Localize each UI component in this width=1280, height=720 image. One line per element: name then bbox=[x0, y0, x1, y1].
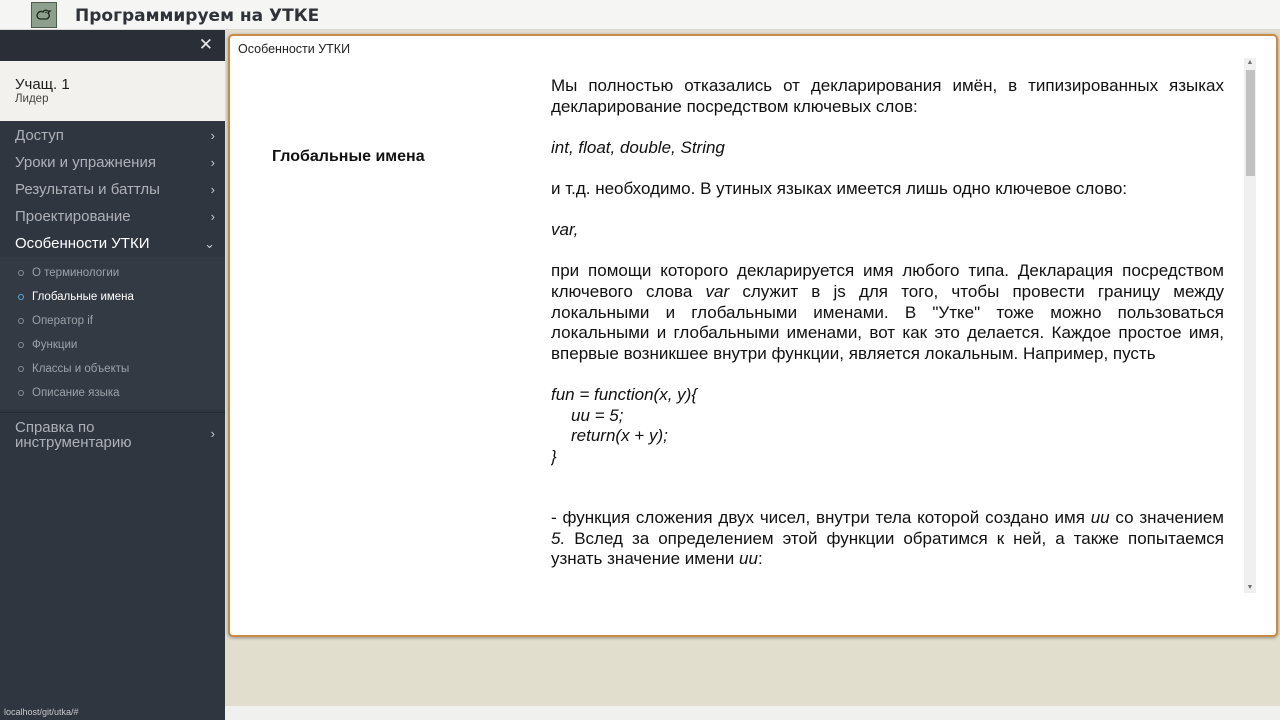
sidebar-subitem-label: О терминологии bbox=[32, 267, 120, 279]
sidebar-subitem-terminology[interactable] bbox=[0, 261, 225, 285]
sidebar-item-label: Результаты и баттлы bbox=[15, 181, 160, 198]
chevron-right-icon: › bbox=[210, 209, 215, 224]
circle-bullet-icon bbox=[18, 294, 24, 300]
sidebar-subitem-classes[interactable] bbox=[0, 357, 225, 381]
sidebar-subitem-functions[interactable] bbox=[0, 333, 225, 357]
circle-bullet-icon bbox=[18, 342, 24, 348]
code-inline: var bbox=[705, 281, 730, 301]
code-block bbox=[551, 385, 1224, 467]
sidebar-subitem-label: Оператор if bbox=[32, 315, 93, 327]
sidebar-item-design[interactable] bbox=[0, 203, 225, 230]
text: Вслед за определением этой функции обратимся к ней, а также попытаемся узнать значение имени bbox=[551, 528, 1224, 569]
circle-bullet-icon bbox=[18, 270, 24, 276]
sidebar-item-label: Особенности УТКИ bbox=[15, 235, 150, 252]
bottom-bar bbox=[225, 706, 1280, 720]
panel-title: Особенности УТКИ bbox=[238, 42, 351, 56]
text: : bbox=[757, 549, 763, 569]
circle-bullet-icon bbox=[18, 318, 24, 324]
chevron-right-icon: › bbox=[210, 155, 215, 170]
code-inline: 5. bbox=[551, 528, 566, 548]
sidebar-header bbox=[0, 30, 225, 61]
sidebar-item-results[interactable] bbox=[0, 176, 225, 203]
content-panel bbox=[228, 34, 1278, 637]
paragraph: и т.д. необходимо. В утиных языках имеется лишь одно ключевое слово: bbox=[551, 178, 1127, 198]
section-title: Глобальные имена bbox=[272, 148, 425, 165]
sidebar-subitem-if-operator[interactable] bbox=[0, 309, 225, 333]
user-info bbox=[0, 61, 225, 121]
text: - функция сложения двух чисел, внутри тела которой создано имя bbox=[551, 508, 1091, 528]
top-bar bbox=[0, 0, 1280, 30]
divider bbox=[0, 412, 225, 413]
code-line: fun = function(x, y){ bbox=[551, 384, 697, 404]
scroll-thumb[interactable] bbox=[1246, 70, 1255, 176]
paragraph: Мы полностью отказались от декларирования имён, в типизированных языках декларирование посредством ключевых слов: bbox=[551, 76, 1224, 116]
user-role: Лидер bbox=[15, 93, 49, 105]
text: при помощи которого декларируется имя любого типа. Декларация посредством ключевого слова bbox=[551, 261, 1224, 301]
duck-logo-icon[interactable] bbox=[31, 2, 57, 28]
sidebar-item-label: Уроки и упражнения bbox=[15, 154, 156, 171]
article-text bbox=[551, 76, 1224, 592]
code-inline: int, float, double, String bbox=[551, 137, 725, 157]
text: со значением bbox=[1109, 508, 1224, 528]
circle-bullet-icon bbox=[18, 390, 24, 396]
scroll-down-icon[interactable]: ▼ bbox=[1246, 584, 1254, 591]
sidebar-subitem-label: Описание языка bbox=[32, 387, 120, 399]
sidebar-item-label: Доступ bbox=[15, 127, 64, 144]
app-title: Программируем на УТКЕ bbox=[75, 6, 320, 26]
sidebar-item-features[interactable] bbox=[0, 230, 225, 257]
chevron-right-icon: › bbox=[210, 182, 215, 197]
sidebar-submenu bbox=[0, 257, 225, 409]
scrollbar[interactable] bbox=[1244, 58, 1256, 593]
code-line: uu = 5; bbox=[571, 405, 624, 425]
code-line: return(x + y); bbox=[571, 426, 668, 446]
code-line: } bbox=[551, 446, 557, 466]
sidebar-subitem-language[interactable] bbox=[0, 381, 225, 405]
sidebar-subitem-global-names[interactable] bbox=[0, 285, 225, 309]
sidebar-item-label: Проектирование bbox=[15, 208, 131, 225]
paragraph bbox=[551, 508, 1224, 570]
code-inline: uu bbox=[739, 549, 758, 569]
chevron-down-icon: ⌄ bbox=[204, 236, 215, 251]
sidebar-item-tools-help[interactable] bbox=[0, 416, 225, 458]
sidebar-subitem-label: Глобальные имена bbox=[32, 291, 134, 303]
text: служит в js для того, чтобы провести границу между локальными и глобальными именами. В "Утке" тоже можно пользоваться локальными и глобальными именами, вот как это делается. Каждое простое имя, впервые возникшее внутри функции, является локальным. Например, пусть bbox=[551, 281, 1224, 363]
sidebar-item-lessons[interactable] bbox=[0, 149, 225, 176]
scroll-up-icon[interactable]: ▲ bbox=[1246, 59, 1254, 66]
code-inline: uu bbox=[1090, 508, 1110, 528]
sidebar bbox=[0, 30, 225, 720]
sidebar-menu bbox=[0, 122, 225, 458]
code-inline: var, bbox=[551, 220, 579, 240]
close-icon[interactable]: ✕ bbox=[198, 35, 213, 55]
sidebar-item-label: Справка по инструментарию bbox=[15, 419, 132, 451]
user-name: Учащ. 1 bbox=[15, 76, 70, 93]
chevron-right-icon: › bbox=[210, 426, 215, 441]
sidebar-item-access[interactable] bbox=[0, 122, 225, 149]
paragraph bbox=[551, 261, 1224, 364]
sidebar-subitem-label: Функции bbox=[32, 339, 78, 351]
sidebar-subitem-label: Классы и объекты bbox=[32, 363, 130, 375]
status-url: localhost/git/utka/# bbox=[4, 707, 79, 717]
circle-bullet-icon bbox=[18, 366, 24, 372]
chevron-right-icon: › bbox=[210, 128, 215, 143]
